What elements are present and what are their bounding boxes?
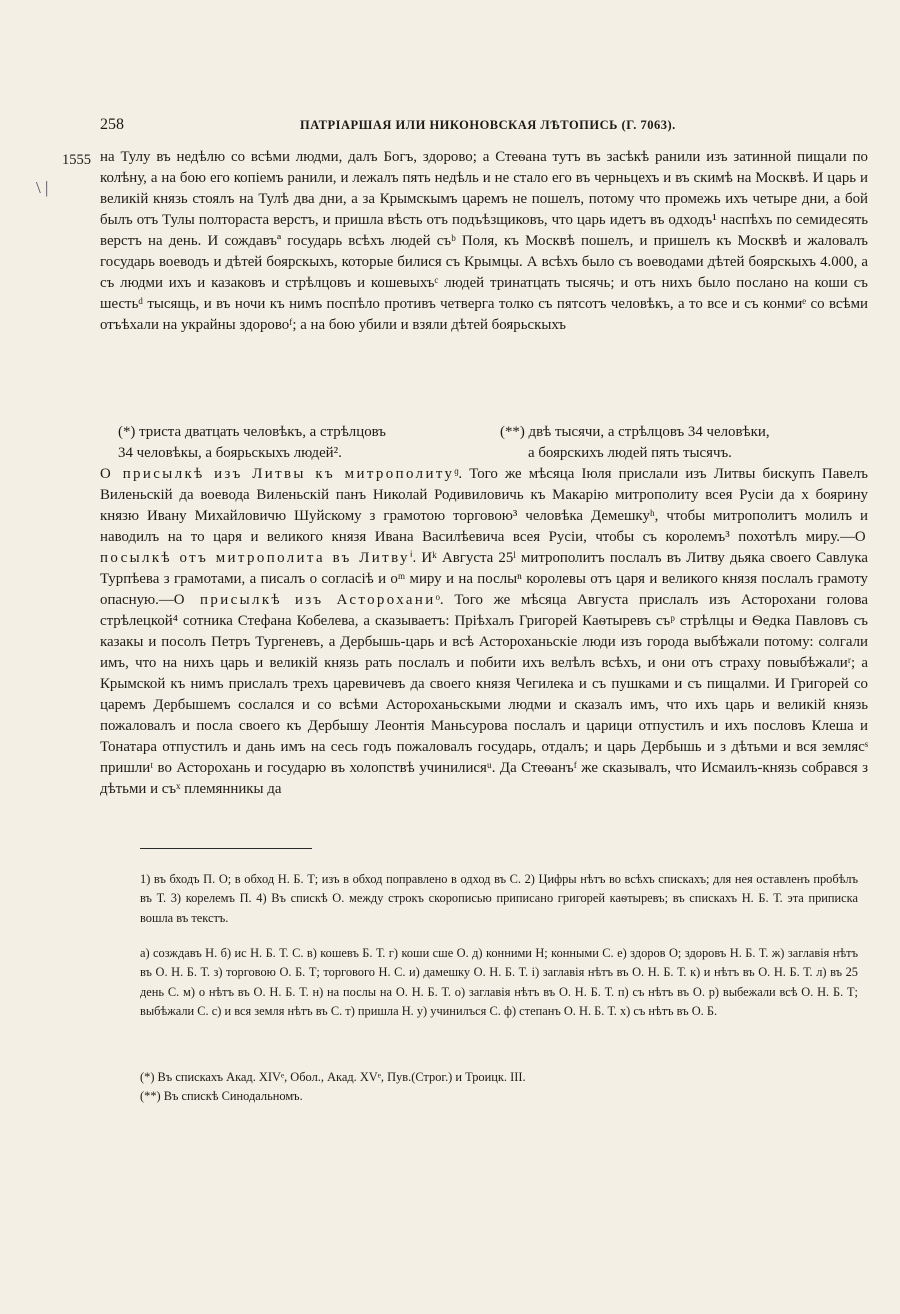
page-number: 258 [100, 116, 124, 133]
main-text [100, 147, 868, 336]
paragraph-2 [100, 464, 868, 800]
variant-right-line-2: а боярскихъ людей пять тысячъ. [528, 445, 732, 461]
manuscript-note-2: (**) Въ спискѣ Синодальномъ. [140, 1089, 303, 1104]
heading-metropolitan-to-lithuania: О посылкѣ отъ митрополита въ Литву [100, 529, 868, 566]
lettered-footnotes-text: а) созждавъ Н. б) ис Н. Б. Т. С. в) кошевъ Б. Т. г) коши сше О. д) конними Н; конными С. е) здоров О; здоровъ Н. Б. Т. ж) заглавія нѣтъ въ О. Н. Б. Т. з) торговою О. Б. Т; торгового Н. С. и) дамешку О. Н. Б. Т. і) заглавія нѣтъ въ О. Н. Б. Т. к) и нѣтъ въ О. Н. Б. Т. л) въ 25 день С. м) о нѣтъ въ О. Н. Б. Т. н) на послы на О. Н. Б. Т. о) заглавія нѣтъ въ О. Н. Б. Т. п) съ нѣтъ въ О. р) выбежали всѣ О. Н. Б. Т; выбѣжали С. с) и вся земля нѣтъ въ С. т) пришла Н. у) учинилъся С. ф) степанъ О. Н. Б. Т. х) съ нѣтъ въ О. Б. [140, 946, 858, 1019]
manuscript-note-1: (*) Въ спискахъ Акад. XIVᵉ, Обол., Акад. XVᵉ, Пув.(Строг.) и Троицк. III. [140, 1070, 526, 1084]
variant-readings [100, 422, 868, 466]
variant-left [118, 422, 478, 464]
variant-right [500, 422, 868, 464]
paragraph-1: на Тулу въ недѣлю со всѣми людми, далъ Богъ, здорово; а Стеѳана тутъ въ засѣкѣ ранили изъ затинной пищали по колѣну, а на бою его копіемъ ранили, и лежалъ пять недѣль и не стало его въ черньцехъ и въ скимѣ на Москвѣ. И царь и великій князь стоялъ на Тулѣ два дни, а за Крымскымъ царемъ не пошелъ, потому что промежь ихъ четыре дни, а бой былъ отъ Тулы полтораста верстъ, и пришла вѣсть отъ подъѣзщиковъ, что царь идетъ въ одходъ¹ наспѣхъ по семидесять верстъ на день. И сождавъª государь всѣхъ людей съᵇ Поля, къ Москвѣ пошелъ, и пришелъ къ Москвѣ и жаловалъ государь воеводъ и дѣтей боярскыхъ, которые билися съ Крымцы. А всѣхъ было съ воеводами дѣтей боярскыхъ 4.000, а съ людми ихъ и казаковъ и стрѣлцовъ и кошевыхъᶜ людей тринатцать тысячь; и отъ нихъ было послано на коши съ шестьᵈ тысящь, и въ ночи къ нимъ поспѣло противъ четверга толко съ пятсотъ человѣкъ, а то все и съ конмиᵉ со всѣми отъѣхали на украйны здоровоᶠ; а на бою убили и взяли дѣтей боярьскыхъ [100, 149, 868, 333]
variant-left-line-1: (*) триста дватцать человѣкъ, а стрѣлцовъ [118, 424, 387, 440]
main-text-continued [100, 464, 868, 800]
variant-left-line-2: 34 человѣкы, а боярьскыхъ людей². [118, 445, 342, 461]
paragraph-2-part-a: ᶢ. Того же мѣсяца Іюля прислали изъ Литвы бискупъ Павелъ Виленьскій да воевода Виленьскій панъ Николай Родивиловичь къ Макарію митрополиту всея Русіи да х боярину князю Ивану Михайловичю Шуйскому з грамотою торговою³ человѣка Демешкуʰ, чтобы митрополитъ молилъ и наводилъ на то царя и великого князя Ивана Василѣевича всея Русіи, чтобы съ королемъ³ похотѣлъ миру.— [100, 466, 868, 545]
page-header [100, 116, 820, 138]
numbered-footnotes-text: 1) въ бходъ П. О; в обход Н. Б. Т; изъ в обход поправлено в одход въ С. 2) Цифры нѣтъ во всѣхъ спискахъ; для нея оставленъ пробѣлъ въ Т. 3) корелемъ П. 4) Въ спискѣ О. между строкъ скорописью приписано григорей каѳтыревъ; въ спискахъ Н. Б. Т. эта приписка вошла въ текстъ. [140, 872, 858, 925]
heading-lithuania-to-metropolitan: О присылкѣ изъ Литвы къ митрополиту [100, 466, 455, 482]
footnote-divider [140, 848, 312, 849]
numbered-footnotes [140, 870, 858, 928]
lettered-footnotes [140, 944, 858, 1022]
year-margin-note: 1555 [62, 152, 91, 168]
paragraph-2-part-c: ᵒ. Того же мѣсяца Августа прислалъ изъ Асторохани голова стрѣлецкой⁴ сотника Стефана Кобелева, а сказываетъ: Пріѣхалъ Григорей Каѳтыревъ съᵖ стрѣлцы и Ѳедка Павловъ съ казакы и посолъ Петръ Тургеневъ, а Дербышь-царь и всѣ Астороханьскіе люди изъ города выбѣжали потому: солгали имъ, что на нихъ царь и великій князь рать послалъ и побити ихъ велѣлъ всѣхъ, и они отъ страху повыбѣжалиʳ; а Крымской къ нимъ прислалъ трехъ царевичевъ да своего князя Чегилека и съ пушками и съ пищалми. И Григорей со царемъ Дербышемъ сослался и со всѣми Астороханьскыми людми и сказалъ имъ, что ихъ царь и великій князь пожаловалъ и посла своего къ Дербышу Леонтія Маньсурова послалъ и царици отпустилъ и ихъ пословъ Клеша и Тонатара отпустилъ и дань имъ на сесь годъ пожаловалъ государь, отдалъ; и царь Дербышь и з дѣтьми и вся землясˢ пришлиᵗ во Асторохань и государю въ холопствѣ учинилисяᵘ. Да Стеѳанъᶠ же сказывалъ, что Исмаилъ-князь собрався з дѣтьми и съˣ племянникы да [100, 592, 868, 797]
margin-pencil-mark: \ | [36, 178, 49, 197]
paragraph-2-part-b: ⁱ. Иᵏ Августа 25ˡ митрополитъ послалъ въ Литву дьяка своего Савлука Турпѣева з грамотами, а писалъ о согласіѣ и оᵐ миру и на послыⁿ королевы отъ царя и великого князя послалъ грамоту опасную.— [100, 550, 868, 608]
manuscript-notes [140, 1068, 858, 1107]
running-title: ПАТРІАРШАЯ ИЛИ НИКОНОВСКАЯ ЛѢТОПИСЬ (Г. 7063). [300, 118, 676, 132]
heading-from-astrakhan: О присылкѣ изъ Асторохани [173, 592, 436, 608]
variant-right-line-1: (**) двѣ тысячи, а стрѣлцовъ 34 человѣки, [500, 424, 770, 440]
